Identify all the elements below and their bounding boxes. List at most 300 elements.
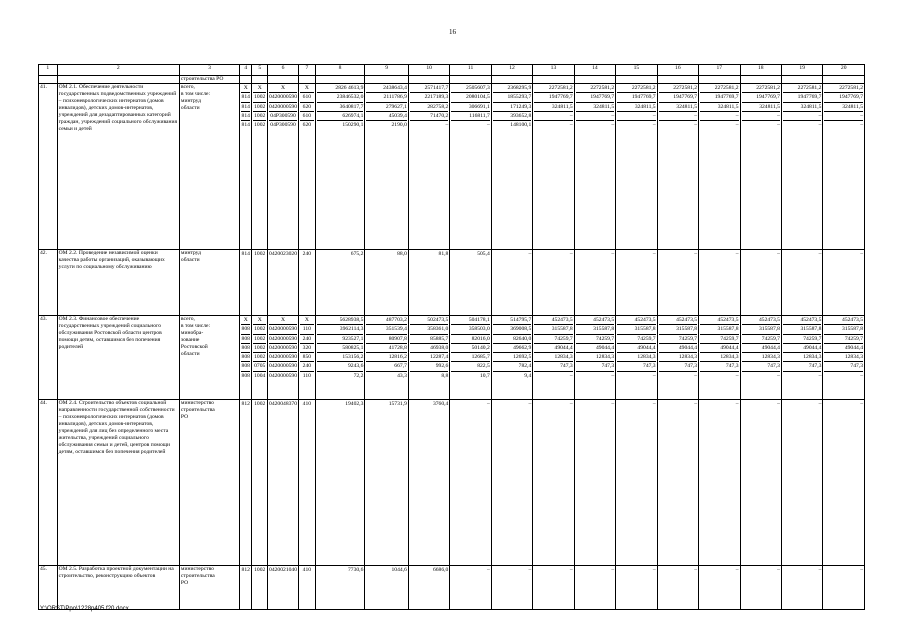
amount-value: 505,4 <box>477 251 490 257</box>
amount-value: – <box>860 401 863 407</box>
code-value: X <box>257 85 262 91</box>
amount-value: 1855293,7 <box>493 92 531 101</box>
amount-value: 324811,5 <box>824 102 863 111</box>
amount-cell <box>740 84 781 250</box>
amount-value: – <box>735 401 739 407</box>
row-number: 45. <box>39 566 58 610</box>
amount-value: 315587,8 <box>700 324 738 333</box>
amount-cell <box>740 250 781 316</box>
amount-value: – <box>824 120 863 129</box>
amount-value: 49044,4 <box>742 343 780 352</box>
amount-value: – <box>777 401 780 407</box>
executor <box>179 566 239 610</box>
column-header: 19 <box>781 65 822 76</box>
amount-cell <box>533 566 574 610</box>
continuation-row <box>39 76 865 84</box>
amount-value: 306691,1 <box>451 102 489 111</box>
code-value: 240 <box>300 334 314 343</box>
amount-cell <box>699 400 740 566</box>
amount-value: – <box>611 251 615 257</box>
amount-cell <box>574 566 615 610</box>
amount-value: – <box>576 120 614 129</box>
executor-line: минтруд <box>180 98 201 104</box>
amount-value: 747,3 <box>700 361 738 370</box>
amount-cell <box>365 566 409 610</box>
amount-value: 74259,7 <box>534 334 572 343</box>
executor-line: РО <box>180 580 189 586</box>
amount-value: 41728,8 <box>366 343 407 352</box>
table-row <box>39 566 865 610</box>
amount-cell <box>365 250 409 316</box>
column-header: 4 <box>240 65 252 76</box>
amount-value: 452473,5 <box>800 317 822 323</box>
code-value: 110 <box>300 371 314 380</box>
code-value: 04Р300590 <box>270 112 296 119</box>
executor-line: строительства <box>180 407 215 413</box>
code-value: 0420023020 <box>269 251 297 257</box>
amount-value: 85885,7 <box>410 334 448 343</box>
amount-value: 452473,5 <box>758 317 780 323</box>
amount-value: 150290,1 <box>317 120 364 129</box>
amount-value: 393652,8 <box>493 111 531 120</box>
code-cell <box>252 400 268 566</box>
amount-cell <box>781 250 822 316</box>
column-header: 2 <box>57 65 179 76</box>
code-cell <box>267 316 298 400</box>
amount-value: 626974,1 <box>317 111 364 120</box>
amount-value: – <box>783 111 821 120</box>
amount-cell <box>657 84 698 250</box>
executor-line: в том числе: <box>180 323 211 329</box>
amount-value: 2190,0 <box>366 120 407 129</box>
code-cell <box>240 250 252 316</box>
column-header: 9 <box>365 65 409 76</box>
amount-value: – <box>528 567 532 573</box>
amount-cell <box>823 316 865 400</box>
amount-value: 358503,0 <box>451 324 489 333</box>
amount-value: – <box>611 567 615 573</box>
amount-value: 2826 4613,9 <box>335 85 364 91</box>
code-value: 240 <box>302 251 312 257</box>
code-value: 0420000590 <box>269 344 297 351</box>
amount-value: – <box>742 111 780 120</box>
table-row <box>39 400 865 566</box>
executor-line: минобра- <box>180 330 204 336</box>
amount-value: 49044,4 <box>534 343 572 352</box>
amount-value: 3962114,3 <box>317 324 364 333</box>
amount-cell <box>365 84 409 250</box>
code-value: X <box>304 85 309 91</box>
amount-value: 992,6 <box>410 361 448 370</box>
amount-value: 49044,4 <box>824 343 863 352</box>
amount-value: 747,3 <box>534 361 572 370</box>
executor-line: минтруд <box>180 250 201 256</box>
amount-value: 2368295,9 <box>507 85 532 91</box>
measure-name: ОМ 2.5. Разработка проектной документации на строительство, реконструкцию объектов <box>57 566 179 610</box>
amount-value: – <box>700 111 738 120</box>
amount-value: 675,2 <box>350 251 364 257</box>
amount-value: 74259,7 <box>824 334 863 343</box>
amount-value: 2272581,2 <box>839 85 863 91</box>
amount-value: – <box>783 120 821 129</box>
code-value: 620 <box>300 102 314 111</box>
amount-value: 12834,3 <box>617 352 655 361</box>
amount-value: – <box>824 111 863 120</box>
amount-value: 324811,5 <box>659 102 697 111</box>
amount-value: 6686,0 <box>432 567 449 573</box>
amount-value: 7730,6 <box>347 567 364 573</box>
code-value: 110 <box>300 324 314 333</box>
amount-cell <box>574 316 615 400</box>
amount-cell <box>657 250 698 316</box>
amount-value: 279627,1 <box>366 102 407 111</box>
column-header: 17 <box>699 65 740 76</box>
amount-cell <box>408 316 449 400</box>
amount-value: 49044,4 <box>783 343 821 352</box>
amount-value: 12834,3 <box>824 352 863 361</box>
amount-value: – <box>569 401 573 407</box>
code-cell <box>252 84 268 250</box>
amount-value: – <box>700 371 738 380</box>
amount-value: 1947769,7 <box>700 92 738 101</box>
amount-value: 3760,4 <box>432 401 449 407</box>
amount-cell <box>450 400 491 566</box>
amount-value: 315587,8 <box>576 324 614 333</box>
amount-value: 5628938,5 <box>339 317 364 323</box>
amount-value: 822,5 <box>451 361 489 370</box>
code-cell <box>267 250 298 316</box>
code-value: 610 <box>300 92 314 101</box>
amount-value: 49044,4 <box>576 343 614 352</box>
code-cell <box>252 316 268 400</box>
code-value: 04Р300590 <box>270 122 296 129</box>
amount-value: – <box>410 120 448 129</box>
amount-value: 50140,2 <box>451 343 489 352</box>
executor-line: строительства <box>180 573 215 579</box>
amount-value: 923527,1 <box>317 334 364 343</box>
amount-value: 12834,3 <box>700 352 738 361</box>
executor-line: области <box>180 105 200 111</box>
amount-value: – <box>742 120 780 129</box>
column-header: 13 <box>533 65 574 76</box>
amount-cell <box>365 316 409 400</box>
amount-value: 12692,5 <box>493 352 531 361</box>
amount-cell <box>450 250 491 316</box>
code-value: 0420048370 <box>269 401 297 407</box>
amount-value: 43,3 <box>366 371 407 380</box>
code-value: 1002 <box>254 122 266 129</box>
amount-cell <box>823 566 865 610</box>
amount-value: 452473,5 <box>717 317 739 323</box>
code-value: X <box>281 317 286 323</box>
amount-value: – <box>534 120 572 129</box>
amount-cell <box>491 250 532 316</box>
amount-value: 23846532,0 <box>317 92 364 101</box>
amount-value: 49662,9 <box>493 343 531 352</box>
executor-line: всего, <box>180 84 195 90</box>
table-row <box>39 250 865 316</box>
amount-value: – <box>617 120 655 129</box>
measure-name: ОМ 2.3. Финансовое обеспечение государственных учреждений социального обслуживания Ростовской области центров помощи детям, оставшимся без попечения родителей <box>57 316 179 400</box>
amount-value: – <box>652 251 656 257</box>
amount-cell <box>491 84 532 250</box>
amount-value: 747,3 <box>824 361 863 370</box>
amount-value: 324811,5 <box>576 102 614 111</box>
executor-line: области <box>180 257 200 263</box>
amount-value: 667,7 <box>366 361 407 370</box>
column-header: 6 <box>267 65 298 76</box>
amount-value: 2272581,2 <box>797 85 822 91</box>
amount-value: 72,2 <box>317 371 364 380</box>
amount-value: 315587,8 <box>824 324 863 333</box>
amount-cell <box>450 316 491 400</box>
amount-value: – <box>576 111 614 120</box>
amount-value: – <box>534 111 572 120</box>
amount-value: 452473,5 <box>676 317 698 323</box>
column-header: 1 <box>39 65 58 76</box>
amount-value: – <box>860 567 863 573</box>
row-number: 43. <box>39 316 58 400</box>
code-value: 0420000590 <box>269 335 297 342</box>
code-cell <box>240 400 252 566</box>
amount-value: – <box>487 567 490 573</box>
column-header: 20 <box>823 65 865 76</box>
amount-value: 12816,2 <box>366 352 407 361</box>
amount-value: 1044,6 <box>391 567 407 573</box>
amount-cell <box>616 250 657 316</box>
code-value: 1002 <box>254 251 266 257</box>
code-value: 808 <box>241 354 250 361</box>
amount-value: 2111786,9 <box>366 92 407 101</box>
amount-cell <box>315 400 365 566</box>
amount-cell <box>699 84 740 250</box>
amount-value: – <box>742 371 780 380</box>
code-value: 1002 <box>254 335 266 342</box>
amount-value: 1947769,7 <box>534 92 572 101</box>
code-value: 0420000590 <box>269 94 297 101</box>
amount-value: 1947769,7 <box>659 92 697 101</box>
amount-value: 502473,5 <box>427 317 449 323</box>
amount-value: 74259,7 <box>700 334 738 343</box>
amount-value: 487703,2 <box>385 317 407 323</box>
column-header: 3 <box>179 65 239 76</box>
amount-value: 15731,9 <box>388 401 407 407</box>
amount-value: 2272581,2 <box>548 85 573 91</box>
amount-value: 148100,1 <box>493 120 531 129</box>
code-value: 850 <box>300 352 314 361</box>
amount-value: – <box>694 567 698 573</box>
amount-cell <box>823 250 865 316</box>
amount-value: – <box>818 567 822 573</box>
amount-value: 12287,4 <box>410 352 448 361</box>
code-cell <box>299 400 316 566</box>
code-cell <box>299 566 316 610</box>
code-value: 240 <box>300 361 314 370</box>
amount-cell <box>450 84 491 250</box>
code-cell <box>299 84 316 250</box>
amount-value: 12834,3 <box>742 352 780 361</box>
amount-value: – <box>700 120 738 129</box>
code-value: 0420000590 <box>269 103 297 110</box>
amount-value: 452473,5 <box>634 317 656 323</box>
amount-value: – <box>860 251 863 257</box>
amount-value: 74259,7 <box>617 334 655 343</box>
code-value: 808 <box>241 344 250 351</box>
measure-name: ОМ 2.4. Строительство объектов социальной направленности государственной собственности – психоневрологических интернатов (домов инвалидов), детских домов-интернатов, учреждений для лиц без определенного места жительства, учреждений социального обслуживания семьи и детей, центров помощи детям, оставшимся без попечения родителей <box>57 400 179 566</box>
table-row <box>39 316 865 400</box>
measure-name: ОМ 2.2. Проведение независимой оценки качества работы организаций, оказывающих услуги по социальному обслуживанию <box>57 250 179 316</box>
amount-value: 74259,7 <box>783 334 821 343</box>
amount-value: – <box>569 567 573 573</box>
executor <box>179 316 239 400</box>
amount-value: 2571417,7 <box>424 85 449 91</box>
amount-value: 10,7 <box>451 371 489 380</box>
code-value: 410 <box>302 401 312 407</box>
column-header: 5 <box>252 65 268 76</box>
row-number: 42. <box>39 250 58 316</box>
column-header: 8 <box>315 65 365 76</box>
column-header: 15 <box>616 65 657 76</box>
amount-value: 19402,3 <box>345 401 364 407</box>
executor <box>179 400 239 566</box>
code-value: 0420000590 <box>269 363 297 370</box>
amount-value: 71470,2 <box>410 111 448 120</box>
code-value: 0420021040 <box>269 567 297 573</box>
amount-value: – <box>652 401 656 407</box>
executor-line: РО <box>180 414 189 420</box>
amount-cell <box>408 84 449 250</box>
amount-value: 452473,5 <box>551 317 573 323</box>
amount-value: 12685,7 <box>451 352 489 361</box>
amount-value: 747,3 <box>576 361 614 370</box>
amount-value: 9,4 <box>493 371 531 380</box>
amount-value: 49044,4 <box>700 343 738 352</box>
amount-value: 49044,4 <box>659 343 697 352</box>
code-cell <box>252 566 268 610</box>
amount-value: 82640,0 <box>493 334 531 343</box>
code-value: 1002 <box>254 103 266 110</box>
amount-cell <box>699 250 740 316</box>
amount-value: 3640817,7 <box>317 102 364 111</box>
amount-value: 153156,2 <box>317 352 364 361</box>
amount-value: 12834,3 <box>534 352 572 361</box>
amount-value: 369008,5 <box>493 324 531 333</box>
amount-value: 2272581,2 <box>590 85 615 91</box>
amount-value: 324811,5 <box>617 102 655 111</box>
executor <box>179 84 239 250</box>
amount-value: 351539,4 <box>366 324 407 333</box>
amount-cell <box>781 316 822 400</box>
code-value: 812 <box>241 401 250 407</box>
amount-cell <box>315 566 365 610</box>
amount-value: 282758,2 <box>410 102 448 111</box>
code-value: 610 <box>300 111 314 120</box>
amount-value: – <box>659 120 697 129</box>
executor <box>179 250 239 316</box>
amount-value: 315587,8 <box>617 324 655 333</box>
amount-cell <box>616 400 657 566</box>
amount-value: 49044,4 <box>617 343 655 352</box>
code-value: 1002 <box>254 401 266 407</box>
amount-cell <box>408 250 449 316</box>
amount-value: – <box>783 371 821 380</box>
code-value: 0705 <box>254 363 266 370</box>
amount-cell <box>574 250 615 316</box>
amount-cell <box>740 566 781 610</box>
cont-executor: строительства РО <box>179 76 239 84</box>
amount-value: 324811,5 <box>783 102 821 111</box>
amount-value: 80907,8 <box>366 334 407 343</box>
budget-table <box>38 64 865 610</box>
code-value: 808 <box>241 326 250 333</box>
amount-value: 9243,6 <box>317 361 364 370</box>
code-value: 0420000590 <box>269 372 297 379</box>
amount-cell <box>574 84 615 250</box>
amount-value: – <box>617 371 655 380</box>
amount-cell <box>657 566 698 610</box>
code-cell <box>299 316 316 400</box>
code-cell <box>267 84 298 250</box>
amount-cell <box>699 566 740 610</box>
amount-value: 2438643,4 <box>383 85 407 91</box>
footer-file-path: Y:\ORST\Ppo\1228p405.f20.docx <box>40 606 129 612</box>
amount-value: 88,0 <box>397 251 407 257</box>
code-value: 1002 <box>254 354 266 361</box>
code-value: 814 <box>241 251 250 257</box>
column-header: 14 <box>574 65 615 76</box>
amount-cell <box>491 400 532 566</box>
amount-value: 8,8 <box>410 371 448 380</box>
amount-value: 74259,7 <box>659 334 697 343</box>
amount-value: 580825,1 <box>317 343 364 352</box>
amount-cell <box>491 566 532 610</box>
amount-value: – <box>528 401 532 407</box>
code-cell <box>299 250 316 316</box>
amount-value: 324811,5 <box>534 102 572 111</box>
amount-cell <box>365 400 409 566</box>
amount-value: 12834,3 <box>576 352 614 361</box>
executor-line: в том числе: <box>180 91 211 97</box>
amount-value: 324811,5 <box>742 102 780 111</box>
code-value: 410 <box>302 567 312 573</box>
amount-cell <box>781 400 822 566</box>
amount-value: 358361,0 <box>410 324 448 333</box>
amount-cell <box>616 84 657 250</box>
amount-value: 116811,7 <box>451 111 489 120</box>
amount-value: 1947769,7 <box>742 92 780 101</box>
amount-value: 1947769,7 <box>783 92 821 101</box>
amount-value: 46938,0 <box>410 343 448 352</box>
amount-cell <box>408 400 449 566</box>
executor-line: области <box>180 351 200 357</box>
amount-cell <box>533 400 574 566</box>
code-cell <box>240 84 252 250</box>
amount-value: – <box>824 371 863 380</box>
amount-value: 2272581,2 <box>756 85 780 91</box>
amount-value: – <box>534 371 572 380</box>
amount-cell <box>315 84 365 250</box>
amount-value: 74259,7 <box>742 334 780 343</box>
amount-value: 747,3 <box>617 361 655 370</box>
amount-value: 514795,7 <box>510 317 532 323</box>
code-value: 0420000590 <box>269 326 297 333</box>
amount-value: 74259,7 <box>576 334 614 343</box>
code-value: 814 <box>241 122 250 129</box>
measure-name: ОМ 2.1. Обеспечение деятельности государственных подведомственных учреждений – психоневрологических интернатов (домов инвалидов), детских домов-интернатов, учреждений для дезадаптированных категорий граждан, учреждений социального обслуживания семьи и детей <box>57 84 179 250</box>
code-value: 814 <box>241 112 250 119</box>
code-value: 1002 <box>254 567 266 573</box>
code-value: 320 <box>300 343 314 352</box>
